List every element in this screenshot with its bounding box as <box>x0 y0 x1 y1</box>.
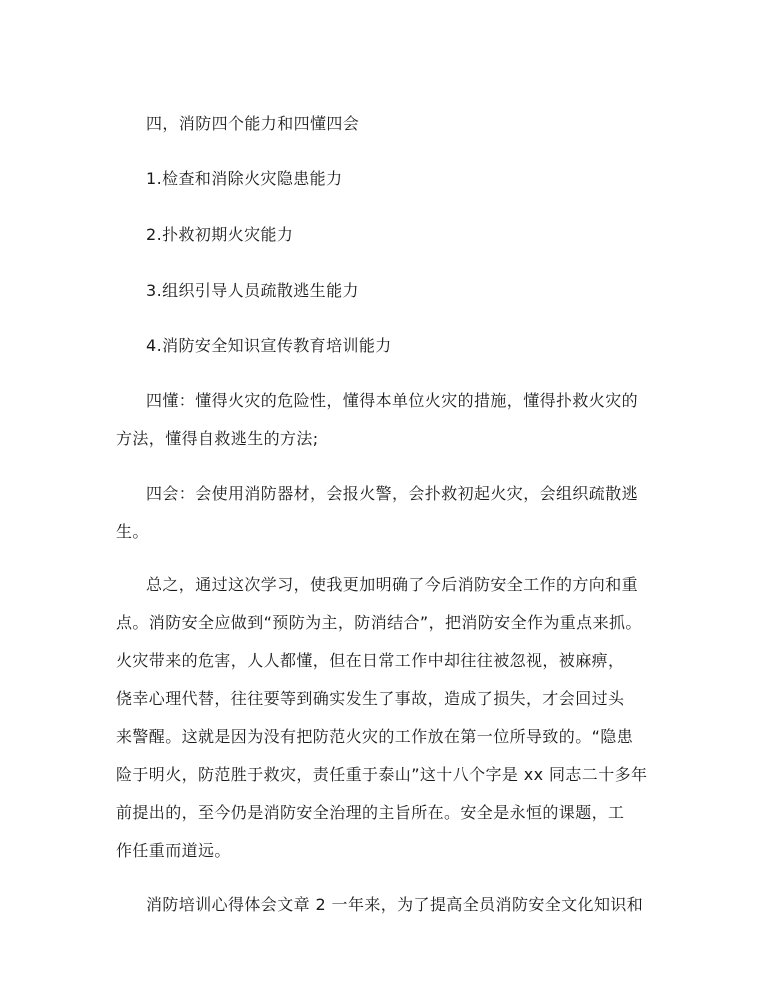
summary-line-6: 险于明火，防范胜于救灾，责任重于泰山”这十八个字是 xx 同志二十多年 <box>116 765 648 784</box>
summary-line-2: 点。消防安全应做到“预防为主，防消结合”，把消防安全作为重点来抓。 <box>116 613 642 632</box>
four-understand-line-2: 方法，懂得自救逃生的方法; <box>116 429 319 448</box>
summary-line-7: 前提出的，至今仍是消防安全治理的主旨所在。安全是永恒的课题，工 <box>116 803 625 822</box>
ability-item-1: 1.检查和消除火灾隐患能力 <box>146 169 343 188</box>
summary-line-5: 来警醒。这就是因为没有把防范火灾的工作放在第一位所导致的。“隐患 <box>116 727 634 746</box>
ability-item-2: 2.扑救初期火灾能力 <box>146 225 294 244</box>
next-article-line: 消防培训心得体会文章 2 一年来，为了提高全员消防安全文化知识和 <box>146 895 644 914</box>
summary-line-3: 火灾带来的危害，人人都懂，但在日常工作中却往往被忽视，被麻痹， <box>116 651 625 670</box>
summary-line-1: 总之，通过这次学习，使我更加明确了今后消防安全工作的方向和重 <box>146 575 639 594</box>
four-can-line-1: 四会：会使用消防器材，会报火警，会扑救初起火灾，会组织疏散逃 <box>146 484 639 503</box>
four-can-line-2: 生。 <box>116 522 149 541</box>
summary-line-4: 侥幸心理代替，往往要等到确实发生了事故，造成了损失，才会回过头 <box>116 689 625 708</box>
section-heading: 四，消防四个能力和四懂四会 <box>146 114 360 133</box>
four-understand-line-1: 四懂：懂得火灾的危险性，懂得本单位火灾的措施，懂得扑救火灾的 <box>146 391 639 410</box>
summary-line-8: 作任重而道远。 <box>116 841 231 860</box>
ability-item-3: 3.组织引导人员疏散逃生能力 <box>146 281 359 300</box>
ability-item-4: 4.消防安全知识宣传教育培训能力 <box>146 336 392 355</box>
